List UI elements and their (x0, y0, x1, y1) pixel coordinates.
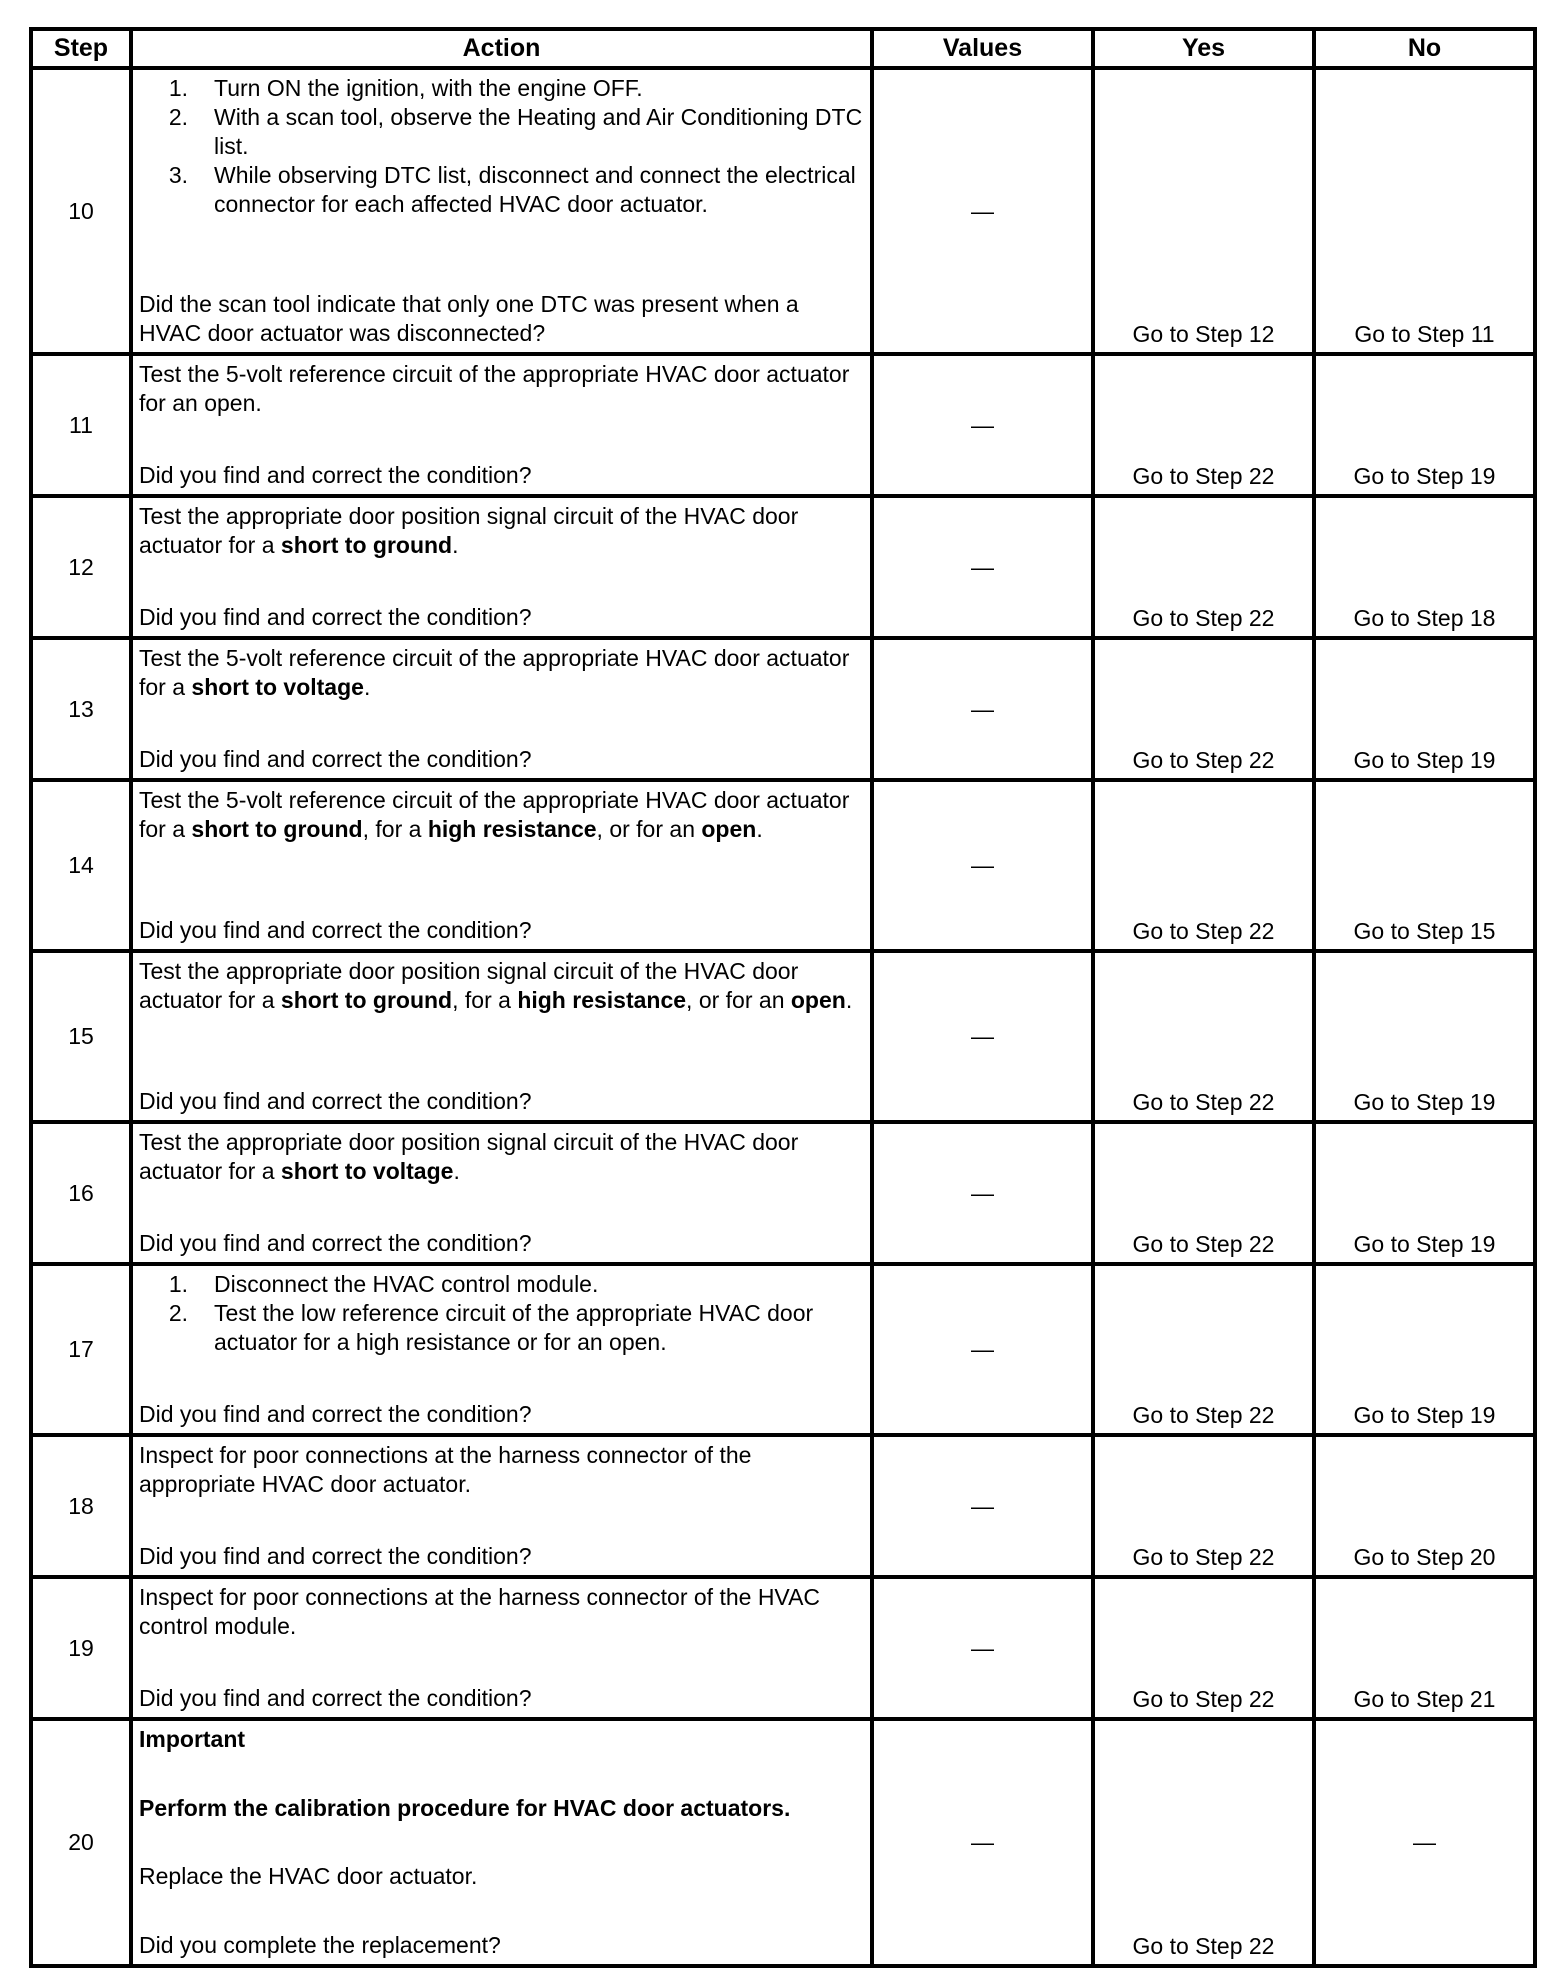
action-question: Did you find and correct the condition? (139, 746, 532, 772)
yes-cell: Go to Step 22 (1093, 638, 1314, 780)
table-row (31, 951, 1535, 1122)
list-item: 1. Disconnect the HVAC control module. (168, 1271, 599, 1297)
diagnostic-table (29, 27, 1537, 1968)
action-cell (131, 780, 872, 951)
action-cell (131, 1435, 872, 1577)
table-row (31, 780, 1535, 951)
no-cell: Go to Step 11 (1314, 68, 1535, 354)
action-text: Inspect for poor connections at the harness connector of the appropriate HVAC door actuator. (139, 1442, 752, 1497)
action-cell (131, 496, 872, 638)
action-text: Test the 5-volt reference circuit of the appropriate HVAC door actuator for an open. (139, 361, 850, 416)
table-row (31, 1577, 1535, 1719)
step-number: 14 (31, 780, 131, 951)
yes-cell: Go to Step 22 (1093, 1435, 1314, 1577)
action-list (139, 74, 864, 219)
no-cell: Go to Step 19 (1314, 951, 1535, 1122)
table-row (31, 1435, 1535, 1577)
values-cell: — (872, 638, 1093, 780)
no-cell: Go to Step 20 (1314, 1435, 1535, 1577)
important-label: Important (139, 1726, 246, 1752)
step-number: 12 (31, 496, 131, 638)
header-no: No (1314, 29, 1535, 68)
yes-cell: Go to Step 22 (1093, 496, 1314, 638)
action-list (139, 1270, 864, 1357)
action-cell (131, 1122, 872, 1264)
action-cell (131, 354, 872, 496)
action-text: Test the 5-volt reference circuit of the appropriate HVAC door actuator for a short to voltage. (139, 645, 850, 700)
action-question: Did you find and correct the condition? (139, 1230, 532, 1256)
action-question: Did you find and correct the condition? (139, 462, 532, 488)
step-number: 18 (31, 1435, 131, 1577)
step-number: 16 (31, 1122, 131, 1264)
action-text: Test the appropriate door position signal circuit of the HVAC door actuator for a short to ground. (139, 503, 799, 558)
values-cell: — (872, 780, 1093, 951)
header-action: Action (131, 29, 872, 68)
yes-cell: Go to Step 22 (1093, 1264, 1314, 1435)
header-row (31, 29, 1535, 68)
action-text: Replace the HVAC door actuator. (139, 1863, 478, 1890)
list-item: 3. While observing DTC list, disconnect and connect the electrical connector for each affected HVAC door actuator. (168, 162, 856, 217)
step-number: 15 (31, 951, 131, 1122)
yes-cell: Go to Step 22 (1093, 1719, 1314, 1966)
action-question: Did you find and correct the condition? (139, 1685, 532, 1711)
action-question: Did you find and correct the condition? (139, 917, 532, 943)
header-step: Step (31, 29, 131, 68)
yes-cell: Go to Step 22 (1093, 1577, 1314, 1719)
action-text: Test the appropriate door position signal circuit of the HVAC door actuator for a short to voltage. (139, 1129, 799, 1184)
values-cell: — (872, 496, 1093, 638)
action-cell (131, 638, 872, 780)
no-cell: Go to Step 19 (1314, 1264, 1535, 1435)
no-cell: Go to Step 15 (1314, 780, 1535, 951)
no-cell: — (1314, 1719, 1535, 1966)
step-number: 11 (31, 354, 131, 496)
step-number: 17 (31, 1264, 131, 1435)
action-cell (131, 951, 872, 1122)
no-cell: Go to Step 18 (1314, 496, 1535, 638)
header-yes: Yes (1093, 29, 1314, 68)
table-row (31, 1122, 1535, 1264)
list-item: 2. Test the low reference circuit of the appropriate HVAC door actuator for a high resistance or for an open. (168, 1300, 814, 1355)
yes-cell: Go to Step 22 (1093, 1122, 1314, 1264)
no-cell: Go to Step 19 (1314, 1122, 1535, 1264)
no-cell: Go to Step 19 (1314, 354, 1535, 496)
action-question: Did the scan tool indicate that only one DTC was present when a HVAC door actuator was disconnected? (139, 291, 799, 346)
yes-cell: Go to Step 22 (1093, 951, 1314, 1122)
action-question: Did you find and correct the condition? (139, 1543, 532, 1569)
action-cell (131, 1264, 872, 1435)
values-cell: — (872, 1435, 1093, 1577)
step-number: 13 (31, 638, 131, 780)
step-number: 10 (31, 68, 131, 354)
values-cell: — (872, 1264, 1093, 1435)
table-row (31, 68, 1535, 354)
table-row (31, 496, 1535, 638)
no-cell: Go to Step 21 (1314, 1577, 1535, 1719)
values-cell: — (872, 1577, 1093, 1719)
values-cell: — (872, 68, 1093, 354)
table-row (31, 1264, 1535, 1435)
action-cell (131, 1577, 872, 1719)
action-text: Test the 5-volt reference circuit of the appropriate HVAC door actuator for a short to ground, for a high resistance, or for an open. (139, 787, 850, 842)
step-number: 19 (31, 1577, 131, 1719)
yes-cell: Go to Step 22 (1093, 780, 1314, 951)
table-row (31, 638, 1535, 780)
yes-cell: Go to Step 12 (1093, 68, 1314, 354)
header-values: Values (872, 29, 1093, 68)
important-text: Perform the calibration procedure for HVAC door actuators. (139, 1794, 791, 1821)
step-number: 20 (31, 1719, 131, 1966)
yes-cell: Go to Step 22 (1093, 354, 1314, 496)
action-question: Did you find and correct the condition? (139, 1401, 532, 1427)
action-question: Did you find and correct the condition? (139, 1088, 532, 1114)
values-cell: — (872, 1122, 1093, 1264)
list-item: 2. With a scan tool, observe the Heating and Air Conditioning DTC list. (168, 104, 863, 159)
values-cell: — (872, 951, 1093, 1122)
action-text: Test the appropriate door position signal circuit of the HVAC door actuator for a short to ground, for a high resistance, or for an open. (139, 958, 853, 1013)
no-cell: Go to Step 19 (1314, 638, 1535, 780)
table-row (31, 1719, 1535, 1966)
action-cell (131, 1719, 872, 1966)
action-text: Inspect for poor connections at the harness connector of the HVAC control module. (139, 1584, 821, 1639)
values-cell: — (872, 1719, 1093, 1966)
list-item: 1. Turn ON the ignition, with the engine OFF. (168, 75, 643, 101)
action-question: Did you complete the replacement? (139, 1931, 501, 1958)
action-cell (131, 68, 872, 354)
values-cell: — (872, 354, 1093, 496)
action-question: Did you find and correct the condition? (139, 604, 532, 630)
table-row (31, 354, 1535, 496)
